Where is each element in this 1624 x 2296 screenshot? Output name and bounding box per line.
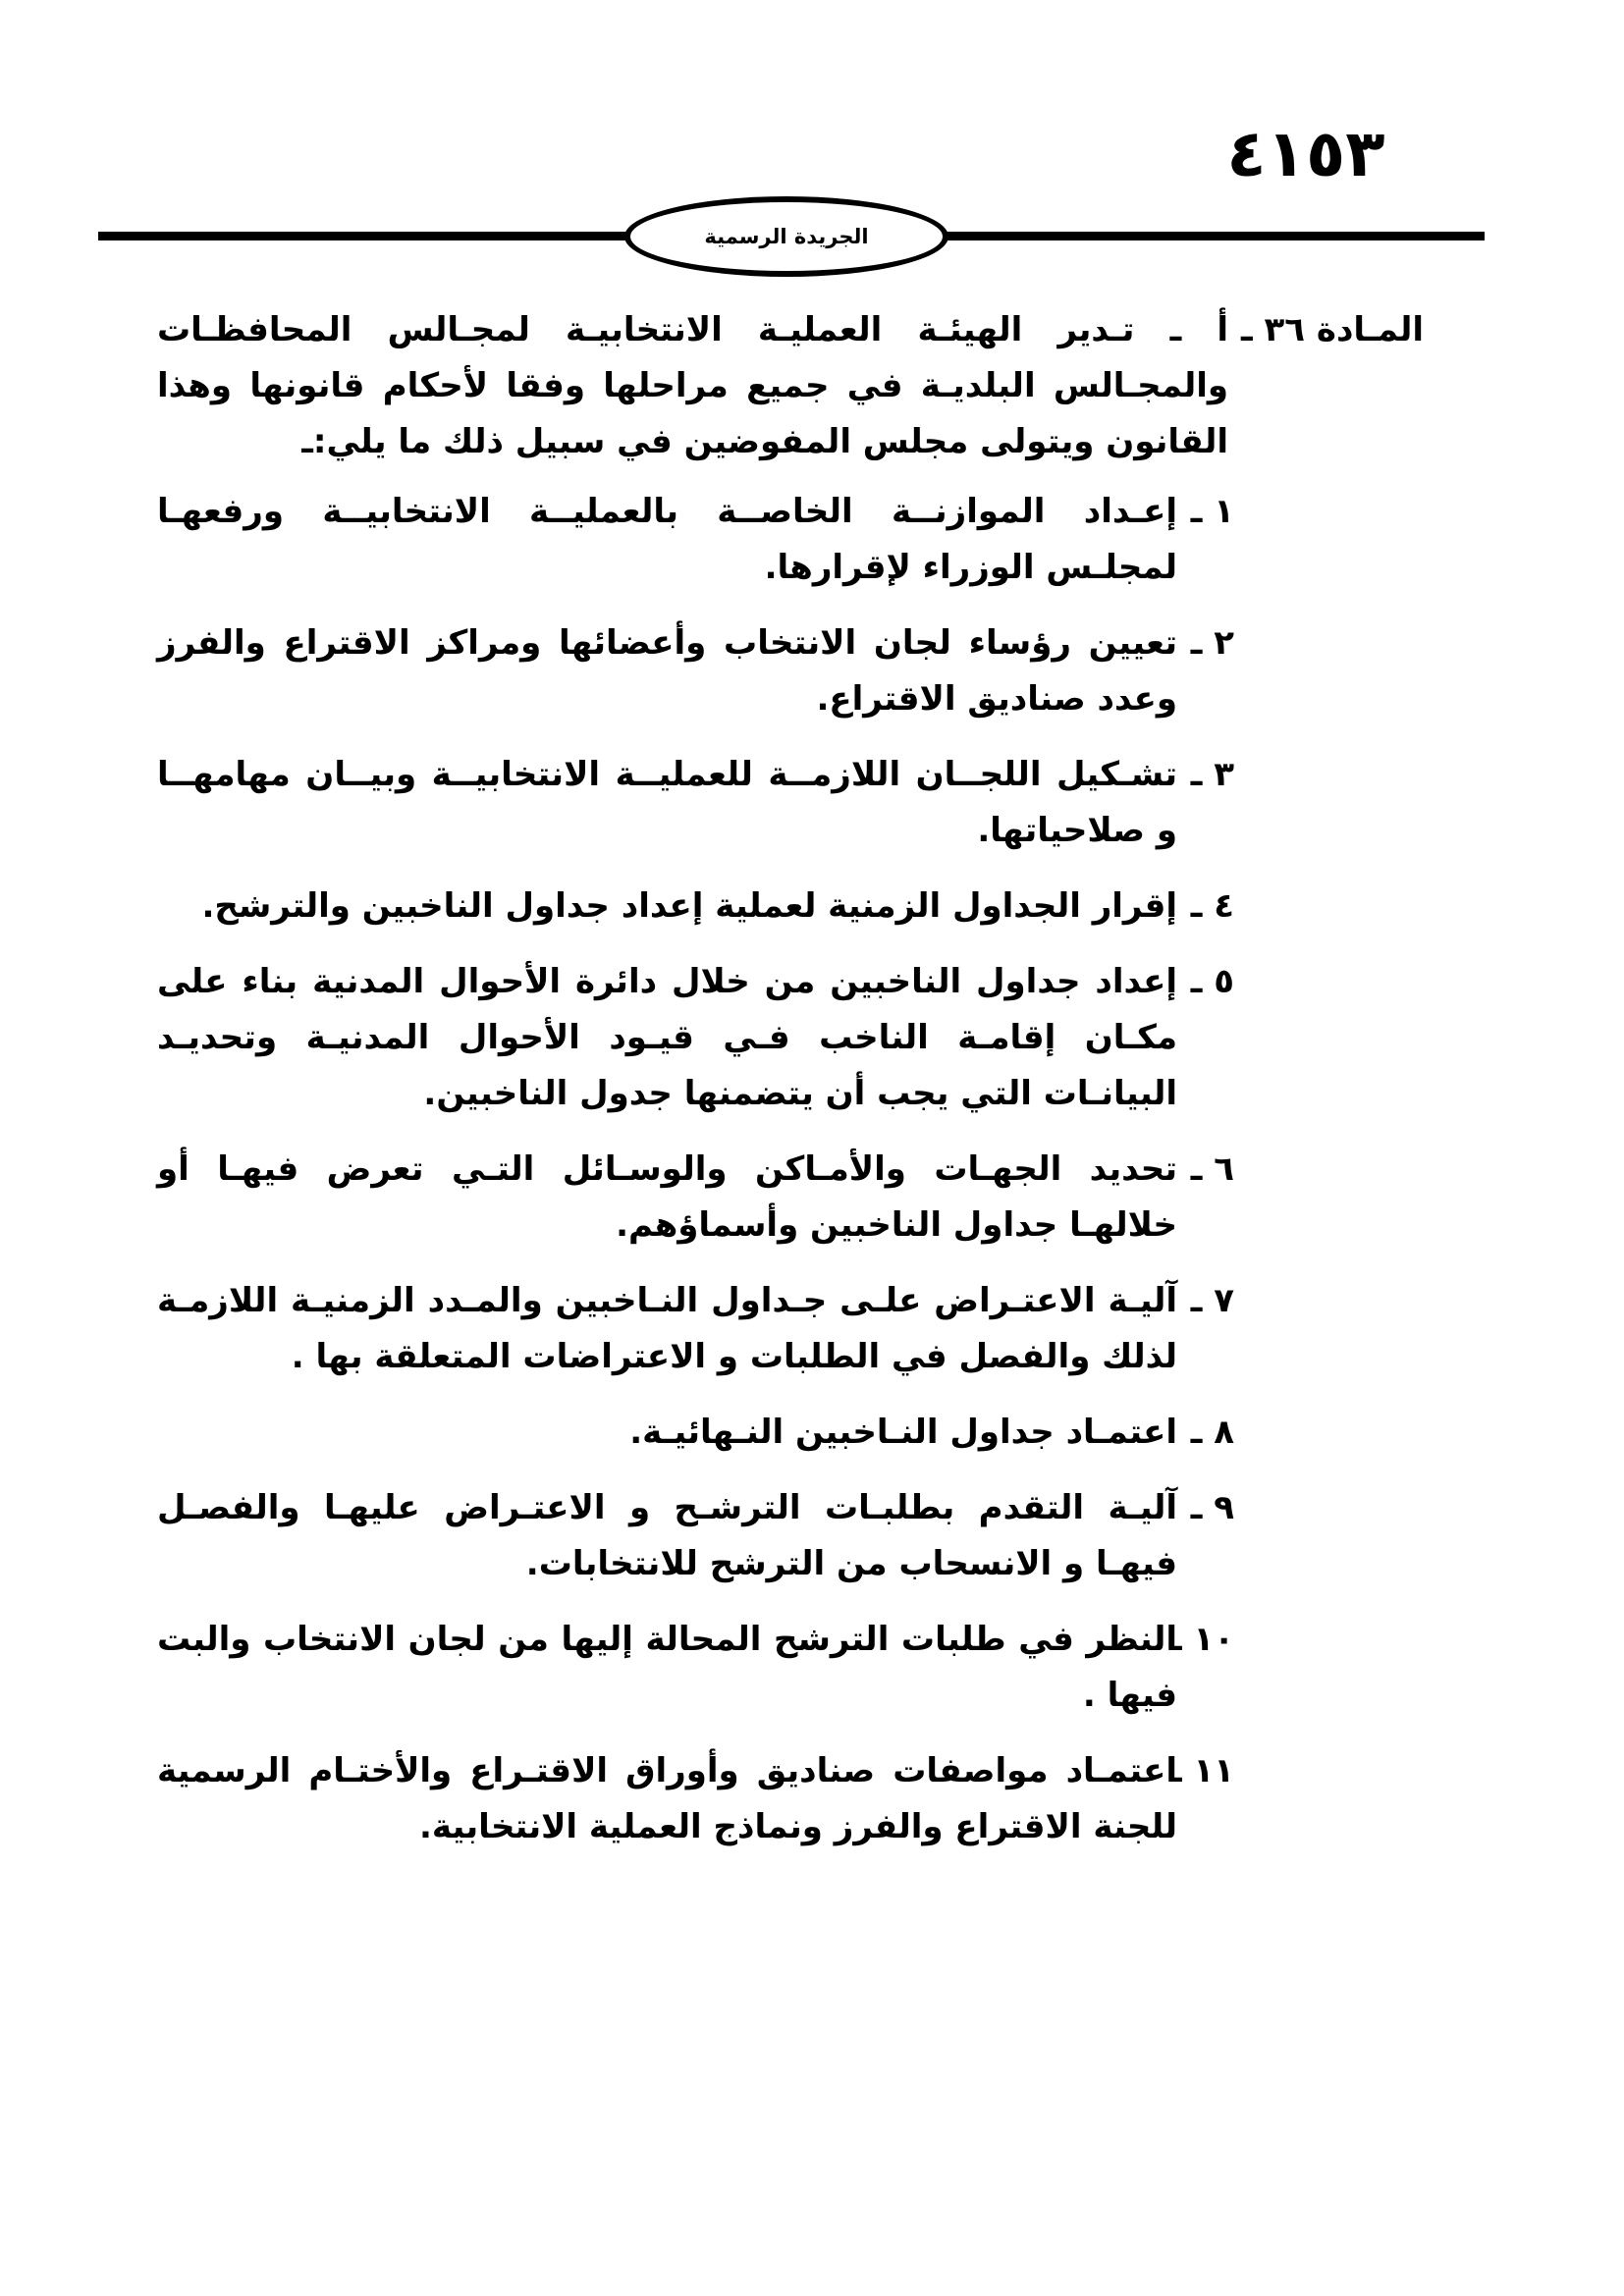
article-intro: أ ـ تـدير الهيئـة العمليـة الانتخابيـة لمجـالس المحافظـات والمجـالس البلديـة في جميع مراحلها وفقا لأحكام قانونها وهذا القانون ويتولى مجلس المفوضين في سبيل ذلك ما يلي:ـ <box>157 310 1228 461</box>
item-text: تعيين رؤساء لجان الانتخاب وأعضائها ومراكز الاقتراع والفرز وعدد صناديق الاقتراع. <box>157 623 1177 719</box>
item-number: ٣ ـ <box>1190 755 1234 794</box>
list-item <box>157 747 1234 859</box>
item-number: ٨ ـ <box>1190 1413 1234 1452</box>
list-item <box>157 1405 1234 1461</box>
gazette-title-badge <box>624 196 948 277</box>
item-text: اعتمـاد مواصفات صناديق وأوراق الاقتـراع والأختـام الرسمية للجنة الاقتراع والفرز ونماذج العملية الانتخابية. <box>157 1751 1177 1846</box>
list-item <box>157 879 1234 934</box>
item-text: النظر في طلبات الترشح المحالة إليها من لجان الانتخاب والبت فيها . <box>157 1620 1177 1715</box>
list-item <box>157 954 1234 1122</box>
item-text: إعـداد الموازنــة الخاصــة بالعمليــة الانتخابيــة ورفعهـا لمجلـس الوزراء لإقرارها. <box>157 492 1177 587</box>
item-number: ١١ ـ <box>1170 1751 1234 1790</box>
item-text: إقرار الجداول الزمنية لعملية إعداد جداول الناخبين والترشح. <box>201 886 1177 926</box>
item-number: ١ ـ <box>1190 492 1234 531</box>
item-number: ٩ ـ <box>1190 1488 1234 1527</box>
list-item <box>157 1480 1234 1592</box>
item-text: آليـة الاعتـراض علـى جـداول النـاخبين والمـدد الزمنيـة اللازمـة لذلك والفصل في الطلبات و الاعتراضات المتعلقة بها . <box>157 1281 1177 1376</box>
article-content <box>157 302 1424 1875</box>
article-header <box>157 302 1424 470</box>
list-item <box>157 1142 1234 1254</box>
item-text: تحديد الجهـات والأمـاكن والوسـائل التـي تعرض فيهـا أو خلالهـا جداول الناخبين وأسماؤهم. <box>157 1149 1177 1245</box>
page-number: ٤١٥٣ <box>1226 116 1385 191</box>
gazette-title: الجريدة الرسمية <box>704 225 869 248</box>
item-number: ٥ ـ <box>1190 962 1234 1001</box>
article-label: المـادة ٣٦ ـ <box>1241 310 1424 349</box>
list-item <box>157 484 1234 596</box>
item-number: ٦ ـ <box>1190 1149 1234 1189</box>
item-number: ٤ ـ <box>1190 886 1234 926</box>
item-text: آليـة التقدم بطلبـات الترشـح و الاعتـراض عليهـا والفصـل فيهـا و الانسحاب من الترشح للانتخابات. <box>157 1488 1177 1583</box>
item-text: اعتمـاد جداول النـاخبين النـهائيـة. <box>629 1413 1177 1452</box>
list-item <box>157 615 1234 727</box>
item-text: تشـكيل اللجــان اللازمــة للعمليــة الانتخابيــة وبيــان مهامهــا و صلاحياتها. <box>157 755 1177 850</box>
item-number: ٢ ـ <box>1190 623 1234 663</box>
list-item <box>157 1612 1234 1724</box>
item-number: ١٠ ـ <box>1170 1620 1234 1659</box>
item-text: إعداد جداول الناخبين من خلال دائرة الأحوال المدنية بناء على مكـان إقامـة الناخب فـي قيـود الأحوال المدنيـة وتحديـد البيانـات التي يجب أن يتضمنها جدول الناخبين. <box>157 962 1177 1113</box>
list-item <box>157 1743 1234 1855</box>
list-item <box>157 1273 1234 1385</box>
item-number: ٧ ـ <box>1190 1281 1234 1320</box>
